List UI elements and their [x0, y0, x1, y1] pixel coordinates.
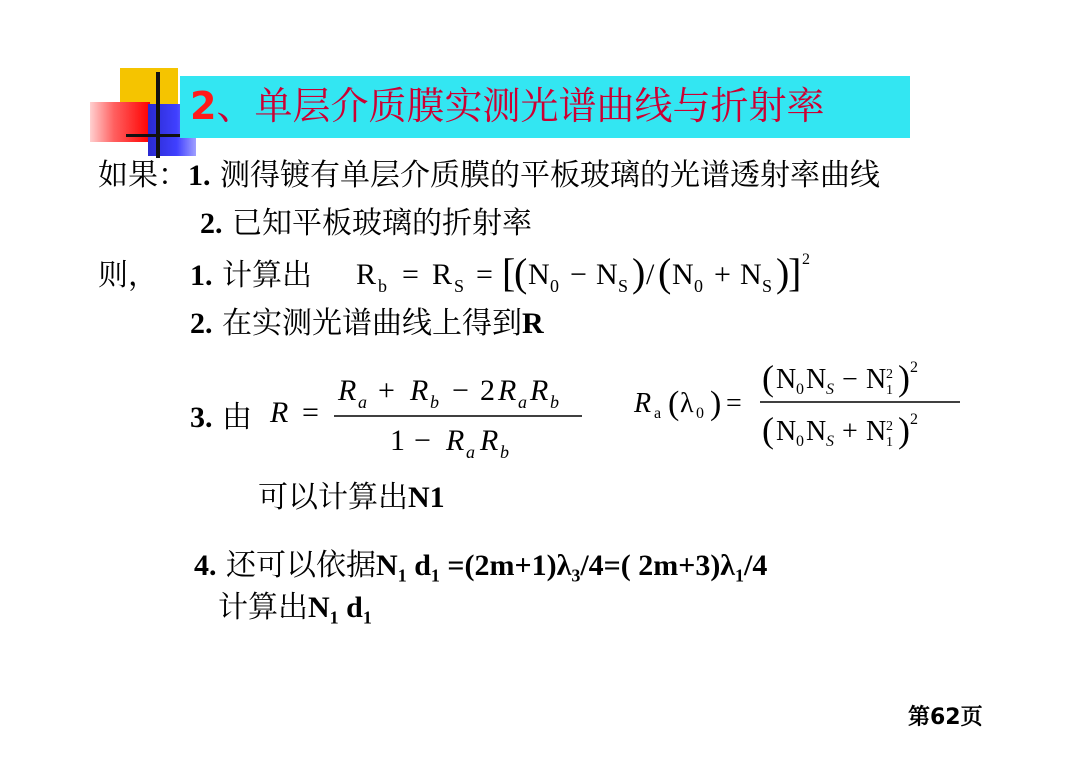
svg-text:2: 2 — [910, 359, 918, 376]
svg-text:(: ( — [668, 385, 680, 422]
svg-text:[: [ — [502, 250, 516, 295]
expr-lambda1-sub: 1 — [735, 565, 745, 586]
svg-text:S: S — [454, 276, 465, 296]
svg-text:/: / — [646, 258, 655, 291]
then-label: 则， — [98, 258, 158, 293]
svg-text:S: S — [762, 276, 773, 296]
svg-text:N: N — [596, 258, 618, 291]
svg-text:]: ] — [788, 250, 802, 295]
step-4-line-2-text: 计算出 — [218, 590, 308, 625]
svg-text:−: − — [452, 374, 469, 407]
step-4-text: 还可以依据 — [226, 548, 377, 583]
svg-text:R: R — [634, 388, 652, 419]
svg-text:N: N — [672, 258, 694, 291]
title-number: 2 — [190, 84, 217, 128]
svg-text:2: 2 — [802, 251, 810, 268]
svg-text:): ) — [710, 385, 722, 422]
svg-text:b: b — [378, 276, 387, 296]
svg-text:R: R — [432, 258, 453, 291]
svg-text:−: − — [570, 258, 587, 291]
svg-text:=: = — [402, 258, 419, 291]
svg-text:): ) — [898, 410, 910, 450]
svg-text:N: N — [740, 258, 762, 291]
if-item-2-text: 已知平板玻璃的折射率 — [232, 206, 533, 241]
svg-text:0: 0 — [550, 276, 559, 296]
expr2-d-sub: 1 — [362, 607, 372, 628]
svg-text:2: 2 — [886, 367, 893, 382]
step-1 — [190, 258, 312, 294]
expr-lambda3: =(2m+1)λ — [439, 549, 572, 582]
svg-text:+: + — [378, 374, 395, 407]
expr-lambda3-sub: 3 — [571, 565, 581, 586]
svg-text:0: 0 — [696, 405, 704, 422]
svg-text:N: N — [776, 364, 797, 395]
svg-text:): ) — [632, 250, 646, 295]
step-2-num: 2. — [190, 307, 213, 340]
expr-d-sub: 1 — [430, 565, 440, 586]
expr-tail: /4 — [744, 549, 768, 582]
svg-text:(: ( — [762, 410, 774, 450]
expr2-n: N — [308, 591, 330, 624]
svg-text:a: a — [466, 442, 475, 462]
step-2 — [190, 306, 544, 342]
step-3 — [190, 400, 252, 436]
svg-text:N: N — [866, 364, 887, 395]
expr2-d: d — [338, 591, 363, 624]
svg-text:1: 1 — [886, 383, 893, 398]
expr-n: N — [376, 549, 398, 582]
svg-text:S: S — [618, 276, 629, 296]
if-label: 如果： — [98, 158, 188, 193]
svg-text:=: = — [476, 258, 493, 291]
svg-text:(: ( — [762, 358, 774, 398]
svg-text:a: a — [654, 405, 662, 422]
if-line-1 — [98, 158, 880, 194]
if-item-1-text: 测得镀有单层介质膜的平板玻璃的光谱透射率曲线 — [220, 158, 881, 193]
step-4-line-2 — [218, 590, 372, 635]
svg-text:S: S — [826, 433, 834, 450]
svg-text:0: 0 — [694, 276, 703, 296]
svg-text:): ) — [898, 358, 910, 398]
svg-text:S: S — [826, 381, 834, 398]
page-number: 第62页 — [908, 705, 983, 730]
step-4-num: 4. — [194, 549, 217, 582]
svg-text:−: − — [842, 364, 858, 395]
svg-text:λ: λ — [680, 388, 694, 419]
if-item-2-num: 2. — [200, 207, 223, 240]
svg-text:N: N — [866, 416, 887, 447]
svg-text:−: − — [414, 424, 431, 457]
svg-text:b: b — [430, 392, 439, 412]
step-2-text: 在实测光谱曲线上得到 — [222, 306, 523, 341]
calc-n1-text: 可以计算出 — [258, 480, 408, 515]
if-line-2 — [200, 206, 532, 242]
step-3-num: 3. — [190, 401, 213, 434]
svg-text:b: b — [550, 392, 559, 412]
svg-text:0: 0 — [796, 381, 804, 398]
svg-text:R: R — [356, 258, 377, 291]
svg-text:R: R — [410, 374, 429, 407]
svg-text:+: + — [842, 416, 858, 447]
svg-text:2: 2 — [886, 419, 893, 434]
step-2-r: R — [522, 307, 544, 340]
step-4-expression — [376, 549, 768, 586]
svg-text:R: R — [338, 374, 357, 407]
svg-text:+: + — [714, 258, 731, 291]
calc-n1-var: N1 — [408, 481, 445, 514]
svg-text:R: R — [530, 374, 549, 407]
svg-text:b: b — [500, 442, 509, 462]
svg-text:(: ( — [658, 250, 672, 295]
formula-reflectance — [350, 244, 830, 304]
calc-n1 — [258, 480, 445, 516]
expr-lambda1: /4=( 2m+3)λ — [580, 549, 736, 582]
decor-vertical-line — [156, 72, 160, 158]
step-3-text: 由 — [222, 400, 253, 435]
step-4-line-2-expression — [308, 591, 372, 628]
step-1-num: 1. — [190, 259, 213, 292]
slide-title — [190, 82, 824, 130]
decor-horizontal-line — [126, 134, 182, 137]
svg-text:N: N — [806, 364, 827, 395]
expr2-n-sub: 1 — [329, 607, 339, 628]
svg-text:=: = — [302, 396, 319, 429]
svg-text:R: R — [498, 374, 517, 407]
svg-text:N: N — [806, 416, 827, 447]
svg-text:): ) — [776, 250, 790, 295]
svg-text:=: = — [726, 388, 742, 419]
svg-text:2: 2 — [910, 411, 918, 428]
svg-text:1: 1 — [390, 424, 405, 457]
svg-text:0: 0 — [796, 433, 804, 450]
svg-text:2: 2 — [480, 374, 495, 407]
svg-text:N: N — [776, 416, 797, 447]
svg-text:(: ( — [514, 250, 528, 295]
if-item-1-num: 1. — [188, 159, 211, 192]
formula-combined-reflectance — [268, 366, 598, 466]
title-text: 、单层介质膜实测光谱曲线与折射率 — [216, 84, 825, 128]
svg-text:a: a — [358, 392, 367, 412]
step-1-text: 计算出 — [222, 258, 313, 293]
svg-text:1: 1 — [886, 435, 893, 450]
svg-text:R: R — [270, 396, 289, 429]
expr-d: d — [406, 549, 431, 582]
svg-text:R: R — [446, 424, 465, 457]
expr-n-sub: 1 — [397, 565, 407, 586]
step-4 — [194, 548, 767, 593]
formula-film-reflectance — [630, 356, 970, 462]
svg-text:a: a — [518, 392, 527, 412]
svg-text:N: N — [528, 258, 550, 291]
svg-text:R: R — [480, 424, 499, 457]
